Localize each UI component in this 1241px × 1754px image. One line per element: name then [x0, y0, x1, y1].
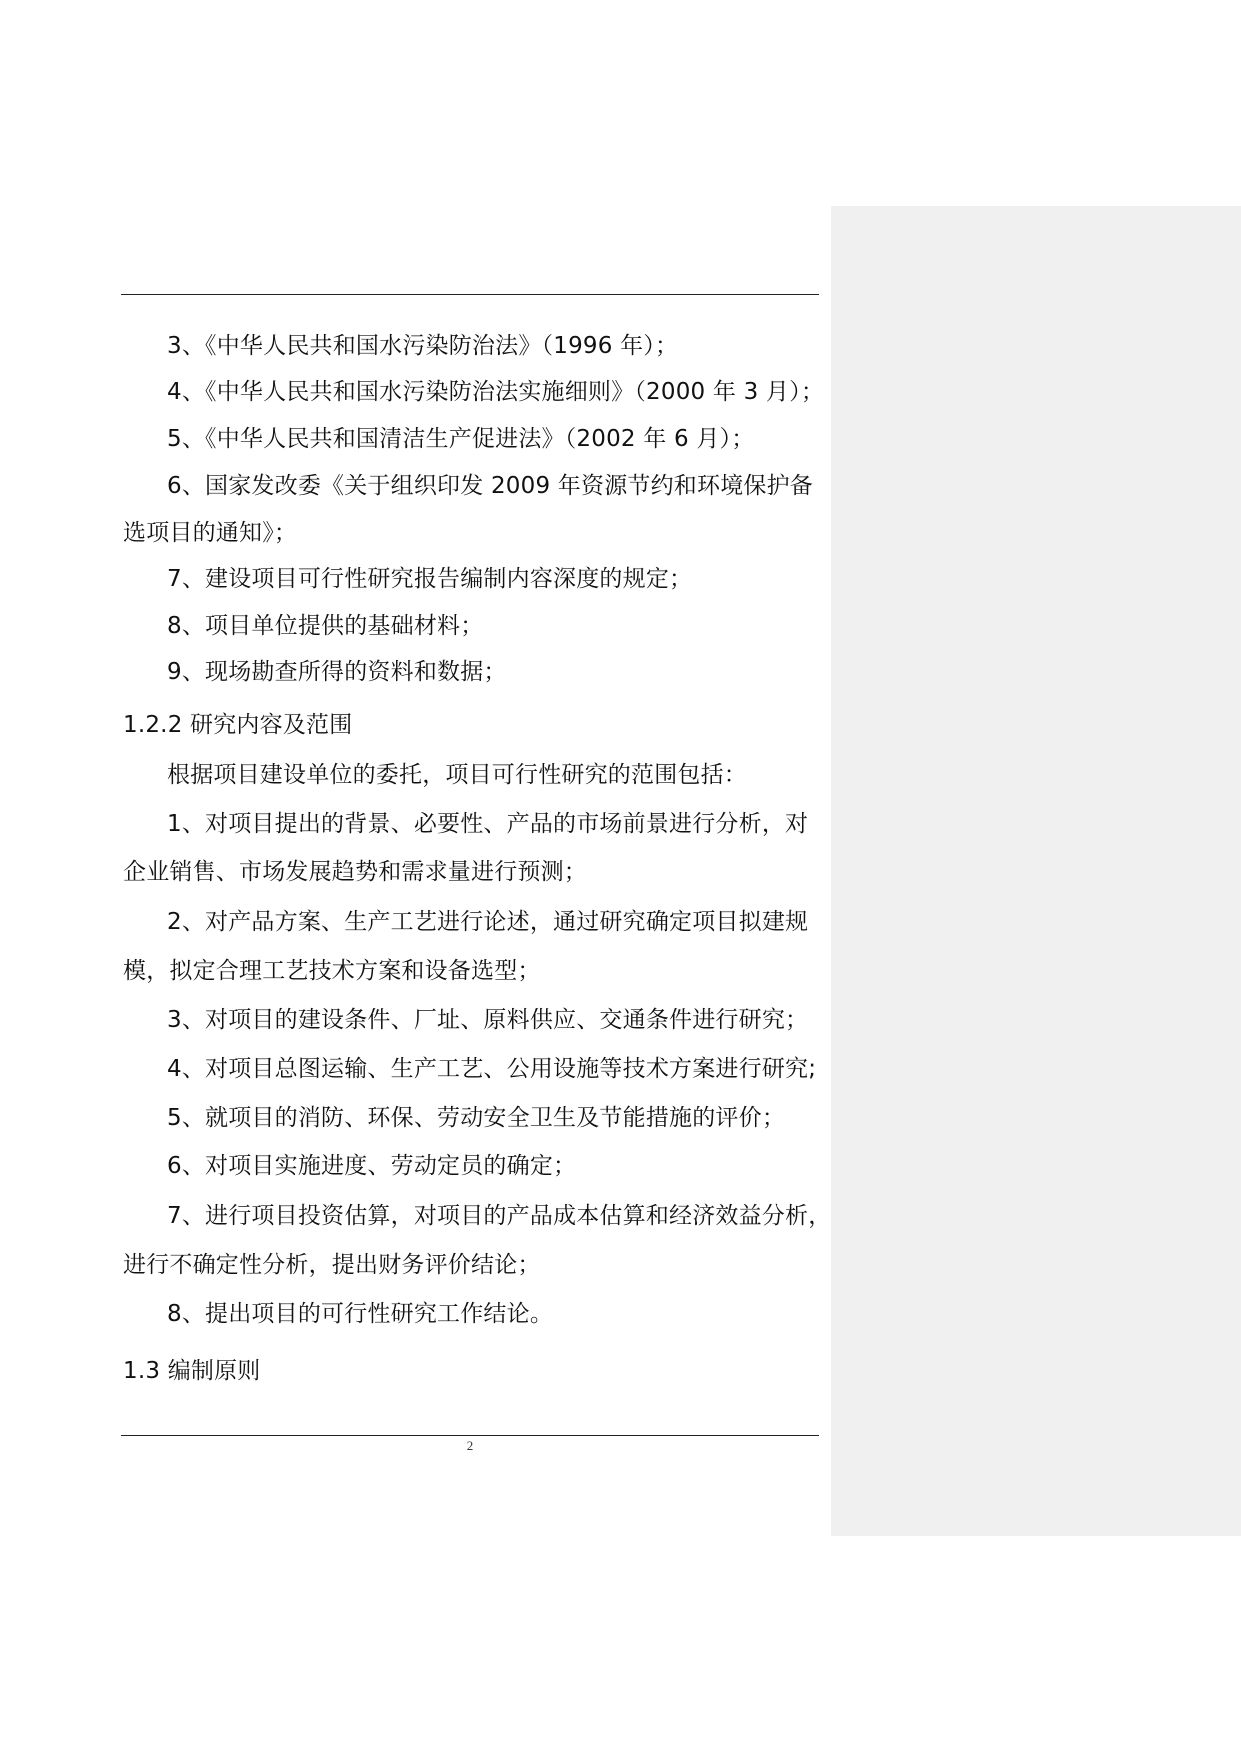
section-heading-1-2-2: 1.2.2 研究内容及范围 [123, 712, 353, 738]
basis-item-6: 6、国家发改委《关于组织印发 2009 年资源节约和环境保护备 [167, 473, 813, 499]
scope-intro: 根据项目建设单位的委托，项目可行性研究的范围包括： [167, 762, 747, 788]
scope-item-7: 7、进行项目投资估算，对项目的产品成本估算和经济效益分析， [167, 1203, 832, 1229]
scope-item-3: 3、对项目的建设条件、厂址、原料供应、交通条件进行研究； [167, 1007, 809, 1033]
footer-rule [121, 1435, 819, 1436]
scope-item-6: 6、对项目实施进度、劳动定员的确定； [167, 1153, 577, 1179]
scope-item-5: 5、就项目的消防、环保、劳动安全卫生及节能措施的评价； [167, 1105, 786, 1131]
basis-item-5: 5、《中华人民共和国清洁生产促进法》（2002 年 6 月）； [167, 426, 755, 452]
scope-item-4: 4、对项目总图运输、生产工艺、公用设施等技术方案进行研究; [167, 1056, 817, 1082]
scope-item-2-continued: 模，拟定合理工艺技术方案和设备选型； [123, 958, 541, 984]
scope-item-7-continued: 进行不确定性分析，提出财务评价结论； [123, 1252, 541, 1278]
scope-item-8: 8、提出项目的可行性研究工作结论。 [167, 1301, 554, 1327]
page-number: 2 [466, 1438, 474, 1453]
comment-pane [831, 206, 1241, 1536]
basis-item-9: 9、现场勘查所得的资料和数据； [167, 659, 507, 685]
basis-item-6-continued: 选项目的通知》； [123, 520, 298, 546]
basis-item-4: 4、《中华人民共和国水污染防治法实施细则》（2000 年 3 月）； [167, 379, 825, 405]
header-rule [121, 294, 819, 295]
scope-item-1: 1、对项目提出的背景、必要性、产品的市场前景进行分析，对 [167, 811, 809, 837]
basis-item-3: 3、《中华人民共和国水污染防治法》（1996 年）； [167, 333, 679, 359]
basis-item-8: 8、项目单位提供的基础材料； [167, 613, 484, 639]
basis-item-7: 7、建设项目可行性研究报告编制内容深度的规定； [167, 566, 693, 592]
scope-item-2: 2、对产品方案、生产工艺进行论述，通过研究确定项目拟建规 [167, 909, 809, 935]
scope-item-1-continued: 企业销售、市场发展趋势和需求量进行预测； [123, 859, 587, 885]
section-heading-1-3: 1.3 编制原则 [123, 1358, 261, 1384]
